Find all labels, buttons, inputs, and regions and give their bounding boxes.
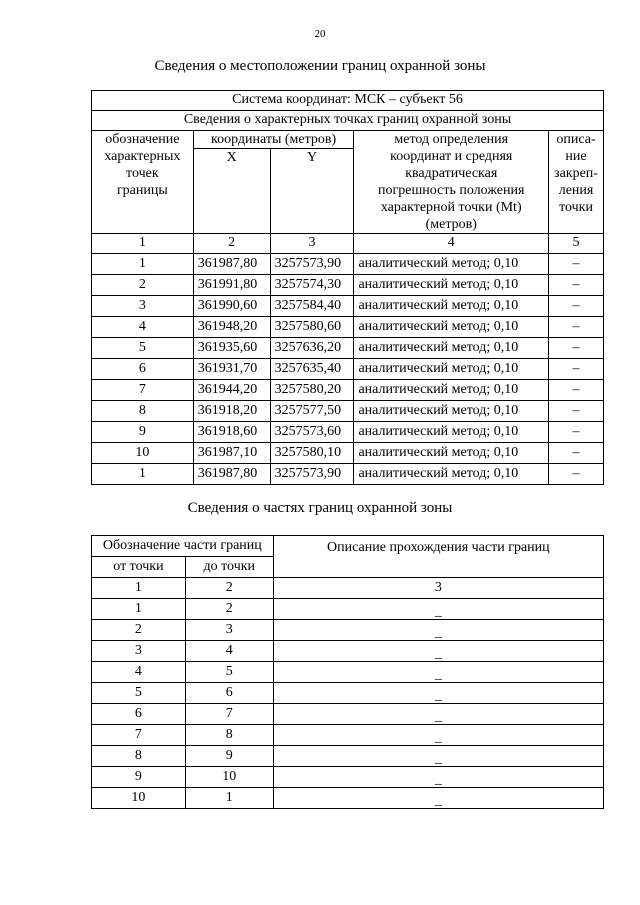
header-desc-line: закреп- xyxy=(554,166,598,181)
parts-section-title: Сведения о частях границ охранной зоны xyxy=(187,500,453,516)
header-description xyxy=(549,131,604,234)
column-number: 2 xyxy=(185,578,273,599)
point-cell: 6 xyxy=(92,359,194,380)
x-cell: 361918,20 xyxy=(193,401,270,422)
column-number: 3 xyxy=(273,578,603,599)
table-row xyxy=(92,704,604,725)
table-row xyxy=(92,725,604,746)
y-cell: 3257580,10 xyxy=(270,443,354,464)
table-row xyxy=(92,662,604,683)
header-point-line: точек xyxy=(126,166,159,181)
table-row xyxy=(92,422,604,443)
header-x: X xyxy=(193,149,270,234)
description-cell: – xyxy=(549,422,604,443)
part-description-cell: _ xyxy=(273,662,603,683)
header-desc-line: точки xyxy=(559,200,593,215)
point-cell: 1 xyxy=(92,464,194,485)
column-number: 2 xyxy=(193,234,270,254)
y-cell: 3257577,50 xyxy=(270,401,354,422)
header-point-designation xyxy=(92,131,194,234)
to-point-cell: 9 xyxy=(185,746,273,767)
from-point-cell: 6 xyxy=(92,704,186,725)
page-number: 20 xyxy=(314,28,326,40)
point-cell: 7 xyxy=(92,380,194,401)
part-description-cell: _ xyxy=(273,767,603,788)
to-point-cell: 10 xyxy=(185,767,273,788)
column-number: 4 xyxy=(354,234,549,254)
point-cell: 4 xyxy=(92,317,194,338)
x-cell: 361931,70 xyxy=(193,359,270,380)
from-point-cell: 10 xyxy=(92,788,186,809)
x-cell: 361987,80 xyxy=(193,464,270,485)
y-cell: 3257574,30 xyxy=(270,275,354,296)
x-cell: 361918,60 xyxy=(193,422,270,443)
point-cell: 3 xyxy=(92,296,194,317)
table-row xyxy=(92,338,604,359)
column-number: 3 xyxy=(270,234,354,254)
to-point-cell: 4 xyxy=(185,641,273,662)
table-row xyxy=(92,317,604,338)
header-from-point: от точки xyxy=(92,557,186,578)
table-row xyxy=(92,746,604,767)
table-row xyxy=(92,767,604,788)
table-row xyxy=(92,464,604,485)
from-point-cell: 7 xyxy=(92,725,186,746)
table-row xyxy=(92,443,604,464)
from-point-cell: 1 xyxy=(92,599,186,620)
x-cell: 361944,20 xyxy=(193,380,270,401)
column-number: 1 xyxy=(92,578,186,599)
description-cell: – xyxy=(549,338,604,359)
part-description-cell: _ xyxy=(273,683,603,704)
description-cell: – xyxy=(549,317,604,338)
header-method-line: координат и средняя xyxy=(390,149,513,164)
point-cell: 10 xyxy=(92,443,194,464)
table-row xyxy=(92,275,604,296)
method-cell: аналитический метод; 0,10 xyxy=(354,422,549,443)
x-cell: 361987,80 xyxy=(193,254,270,275)
y-cell: 3257584,40 xyxy=(270,296,354,317)
y-cell: 3257580,60 xyxy=(270,317,354,338)
from-point-cell: 2 xyxy=(92,620,186,641)
header-method-line: характерной точки (Mt) xyxy=(380,200,522,215)
from-point-cell: 4 xyxy=(92,662,186,683)
part-description-cell: _ xyxy=(273,641,603,662)
table-row xyxy=(92,599,604,620)
part-description-cell: _ xyxy=(273,725,603,746)
description-cell: – xyxy=(549,380,604,401)
description-cell: – xyxy=(549,401,604,422)
header-method-line: (метров) xyxy=(425,217,477,232)
part-description-cell: _ xyxy=(273,746,603,767)
header-method-line: погрешность положения xyxy=(378,183,525,198)
method-cell: аналитический метод; 0,10 xyxy=(354,338,549,359)
boundary-parts-table xyxy=(91,535,604,809)
x-cell: 361948,20 xyxy=(193,317,270,338)
table-row xyxy=(92,401,604,422)
header-part-designation: Обозначение части границ xyxy=(92,536,274,557)
point-cell: 1 xyxy=(92,254,194,275)
header-desc-line: ние xyxy=(565,149,587,164)
header-method xyxy=(354,131,549,234)
table-row xyxy=(92,788,604,809)
part-description-cell: _ xyxy=(273,599,603,620)
document-title: Сведения о местоположении границ охранной зоны xyxy=(154,58,486,74)
header-desc-line: описа- xyxy=(556,132,596,147)
part-description-cell: _ xyxy=(273,620,603,641)
y-cell: 3257635,40 xyxy=(270,359,354,380)
point-cell: 5 xyxy=(92,338,194,359)
method-cell: аналитический метод; 0,10 xyxy=(354,380,549,401)
y-cell: 3257573,90 xyxy=(270,464,354,485)
to-point-cell: 7 xyxy=(185,704,273,725)
to-point-cell: 3 xyxy=(185,620,273,641)
to-point-cell: 1 xyxy=(185,788,273,809)
coordinate-system: Система координат: МСК – субъект 56 xyxy=(92,91,604,111)
part-description-cell: _ xyxy=(273,704,603,725)
header-point-line: характерных xyxy=(104,149,181,164)
point-cell: 2 xyxy=(92,275,194,296)
from-point-cell: 8 xyxy=(92,746,186,767)
method-cell: аналитический метод; 0,10 xyxy=(354,317,549,338)
description-cell: – xyxy=(549,464,604,485)
to-point-cell: 5 xyxy=(185,662,273,683)
x-cell: 361991,80 xyxy=(193,275,270,296)
header-part-description: Описание прохождения части границ xyxy=(273,536,603,578)
description-cell: – xyxy=(549,275,604,296)
header-y: Y xyxy=(270,149,354,234)
method-cell: аналитический метод; 0,10 xyxy=(354,401,549,422)
y-cell: 3257580,20 xyxy=(270,380,354,401)
column-number: 1 xyxy=(92,234,194,254)
to-point-cell: 8 xyxy=(185,725,273,746)
x-cell: 361987,10 xyxy=(193,443,270,464)
header-point-line: границы xyxy=(116,183,168,198)
to-point-cell: 2 xyxy=(185,599,273,620)
y-cell: 3257573,60 xyxy=(270,422,354,443)
coordinates-table xyxy=(91,90,604,485)
column-number: 5 xyxy=(549,234,604,254)
from-point-cell: 5 xyxy=(92,683,186,704)
table-row xyxy=(92,620,604,641)
from-point-cell: 9 xyxy=(92,767,186,788)
description-cell: – xyxy=(549,254,604,275)
table-row xyxy=(92,359,604,380)
y-cell: 3257636,20 xyxy=(270,338,354,359)
method-cell: аналитический метод; 0,10 xyxy=(354,464,549,485)
table-row xyxy=(92,254,604,275)
method-cell: аналитический метод; 0,10 xyxy=(354,275,549,296)
part-description-cell: _ xyxy=(273,788,603,809)
header-desc-line: ления xyxy=(558,183,594,198)
method-cell: аналитический метод; 0,10 xyxy=(354,296,549,317)
method-cell: аналитический метод; 0,10 xyxy=(354,254,549,275)
method-cell: аналитический метод; 0,10 xyxy=(354,443,549,464)
header-method-line: метод определения xyxy=(394,132,509,147)
method-cell: аналитический метод; 0,10 xyxy=(354,359,549,380)
header-coordinates: координаты (метров) xyxy=(193,131,354,149)
x-cell: 361990,60 xyxy=(193,296,270,317)
x-cell: 361935,60 xyxy=(193,338,270,359)
y-cell: 3257573,90 xyxy=(270,254,354,275)
coords-table-subtitle: Сведения о характерных точках границ охранной зоны xyxy=(92,111,604,131)
description-cell: – xyxy=(549,296,604,317)
to-point-cell: 6 xyxy=(185,683,273,704)
description-cell: – xyxy=(549,443,604,464)
header-point-line: обозначение xyxy=(105,132,180,147)
table-row xyxy=(92,296,604,317)
point-cell: 8 xyxy=(92,401,194,422)
table-row xyxy=(92,641,604,662)
from-point-cell: 3 xyxy=(92,641,186,662)
table-row xyxy=(92,683,604,704)
header-method-line: квадратическая xyxy=(405,166,498,181)
header-to-point: до точки xyxy=(185,557,273,578)
description-cell: – xyxy=(549,359,604,380)
table-row xyxy=(92,380,604,401)
point-cell: 9 xyxy=(92,422,194,443)
